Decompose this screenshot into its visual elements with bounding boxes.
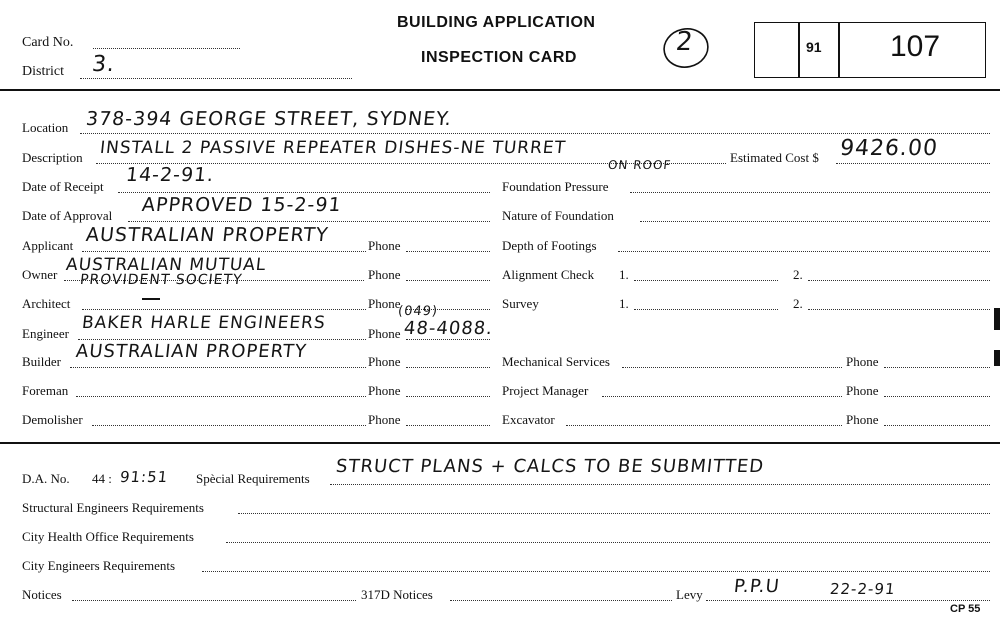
description-label: Description [22,150,83,165]
applicant-label: Applicant [22,238,74,253]
mechanical-services-label: Mechanical Services [502,354,610,369]
survey-num2: 2. [793,296,803,311]
description-value: INSTALL 2 PASSIVE REPEATER DISHES-NE TURRET [98,138,567,158]
da-no-printed: 44 : [92,471,112,486]
engineer-phone-value: 48-4088. [402,318,495,339]
architect-label: Architect [22,296,71,311]
city-health-label: City Health Office Requirements [22,529,194,544]
form-title-line2: INSPECTION CARD [421,49,577,66]
owner-value-line1: AUSTRALIAN MUTUAL [64,255,268,275]
nature-foundation-label: Nature of Foundation [502,208,614,223]
foreman-label: Foreman [22,383,69,398]
form-code: CP 55 [950,603,981,615]
district-value: 3. [90,52,117,77]
notices-317d-label: 317D Notices [361,587,433,602]
special-requirements-label: Spècial Requirements [196,471,310,486]
builder-label: Builder [22,354,61,369]
owner-phone-label: Phone [368,267,401,282]
district-line [80,78,352,79]
engineer-phone-label: Phone [368,326,401,341]
special-requirements-value: STRUCT PLANS + CALCS TO BE SUBMITTED [334,456,766,477]
foreman-phone-label: Phone [368,383,401,398]
mechanical-phone-label: Phone [846,354,879,369]
estimated-cost-value: 9426.00 [838,136,940,161]
builder-value: AUSTRALIAN PROPERTY [74,341,308,362]
owner-label: Owner [22,267,58,282]
demolisher-phone-label: Phone [368,412,401,427]
date-receipt-label: Date of Receipt [22,179,104,194]
edge-mark-lower [994,350,1000,366]
card-no-label: Card No. [22,35,74,50]
location-value: 378-394 GEORGE STREET, SYDNEY. [84,108,454,130]
district-label: District [22,64,64,79]
excavator-label: Excavator [502,412,555,427]
architect-dash-mark [142,298,160,300]
alignment-num1: 1. [619,267,629,282]
applicant-phone-label: Phone [368,238,401,253]
alignment-check-label: Alignment Check [502,267,595,282]
project-manager-phone-label: Phone [846,383,879,398]
engineer-label: Engineer [22,326,69,341]
circled-number: 2 [674,27,696,57]
header-divider [0,89,1000,91]
estimated-cost-label: Estimated Cost $ [730,150,819,165]
levy-initials: P.P.U [732,576,781,597]
da-no-label: D.A. No. [22,471,70,486]
card-box-large-number: 107 [890,30,941,63]
card-no-line [93,48,240,49]
engineer-phone-area: (049) [397,304,439,319]
survey-num1: 1. [619,296,629,311]
levy-date: 22-2-91 [829,580,897,598]
architect-phone-label: Phone [368,296,401,311]
excavator-phone-label: Phone [846,412,879,427]
form-title-line1: BUILDING APPLICATION [397,14,596,31]
demolisher-label: Demolisher [22,412,83,427]
foundation-pressure-label: Foundation Pressure [502,179,609,194]
alignment-num2: 2. [793,267,803,282]
notices-label: Notices [22,587,62,602]
city-engineers-label: City Engineers Requirements [22,558,176,573]
description-insert: ON ROOF [607,158,673,172]
owner-value-line2: PROVIDENT SOCIETY [79,272,244,288]
builder-phone-label: Phone [368,354,401,369]
location-label: Location [22,120,69,135]
da-no-handwritten: 91:51 [119,468,170,486]
engineer-value: BAKER HARLE ENGINEERS [80,313,327,333]
card-number-box [754,22,986,78]
edge-mark-upper [994,308,1000,330]
card-box-small-number: 91 [806,39,822,55]
date-receipt-value: 14-2-91. [124,164,216,186]
survey-label: Survey [502,296,539,311]
project-manager-label: Project Manager [502,383,589,398]
structural-engineers-label: Structural Engineers Requirements [22,500,204,515]
date-approval-value: APPROVED 15-2-91 [140,194,343,216]
depth-footings-label: Depth of Footings [502,238,597,253]
applicant-value: AUSTRALIAN PROPERTY [84,224,330,246]
middle-divider [0,442,1000,444]
date-approval-label: Date of Approval [22,208,113,223]
levy-label: Levy [676,587,703,602]
